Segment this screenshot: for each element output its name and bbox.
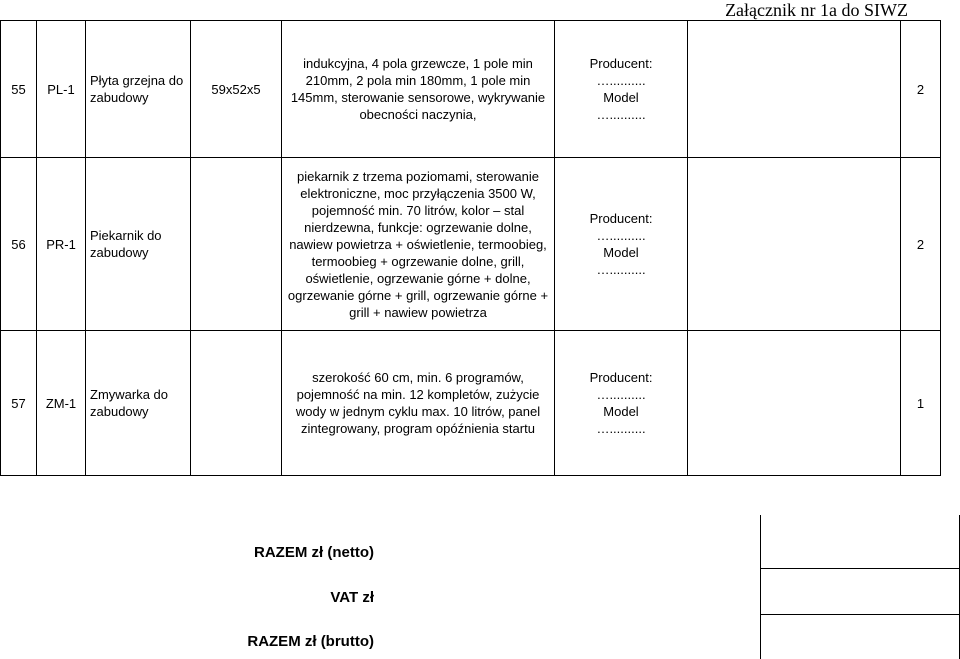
producer-dots: …..........: [596, 73, 646, 88]
total-brutto-label: RAZEM zł (brutto): [247, 633, 374, 650]
producer-label: Producent:: [589, 370, 653, 385]
model-label: Model: [603, 404, 639, 419]
total-netto-value[interactable]: [760, 515, 960, 569]
size-cell: 59x52x5: [191, 21, 282, 158]
vat-label: VAT zł: [330, 589, 374, 606]
producer-label: Producent:: [589, 56, 653, 71]
code-cell: ZM-1: [37, 331, 86, 476]
description-cell: piekarnik z trzema poziomami, sterowanie elektroniczne, moc przyłączenia 3500 W, pojemność min. 70 litrów, kolor – stal nierdzewna, funkcje: ogrzewanie dolne, nawiew powietrza + oświetlenie, termoobieg, termoobieg + ogrzewanie dolne, grill, oświetlenie, ogrzewanie górne + dolne, ogrzewanie górne + grill, ogrzewanie górne + grill + nawiew powietrza: [282, 158, 555, 331]
model-label: Model: [603, 245, 639, 260]
model-dots: …..........: [596, 421, 646, 436]
name-cell: Piekarnik do zabudowy: [86, 158, 191, 331]
code-cell: PR-1: [37, 158, 86, 331]
model-dots: …..........: [596, 262, 646, 277]
lp-cell: 55: [1, 21, 37, 158]
vat-value[interactable]: [760, 569, 960, 615]
producer-label: Producent:: [589, 211, 653, 226]
totals-section: [0, 515, 960, 659]
items-table: [0, 20, 941, 476]
producer-dots: …..........: [596, 387, 646, 402]
size-cell: [191, 331, 282, 476]
lp-cell: 56: [1, 158, 37, 331]
qty-cell: 1: [901, 331, 941, 476]
table-row: [1, 21, 941, 158]
attachment-note: Załącznik nr 1a do SIWZ: [725, 0, 908, 20]
empty-cell: [688, 158, 901, 331]
code-cell: PL-1: [37, 21, 86, 158]
producer-model-cell[interactable]: [555, 331, 688, 476]
total-brutto-value[interactable]: [760, 615, 960, 659]
total-netto-label: RAZEM zł (netto): [254, 544, 374, 561]
table-row: [1, 158, 941, 331]
qty-cell: 2: [901, 158, 941, 331]
lp-cell: 57: [1, 331, 37, 476]
model-dots: …..........: [596, 107, 646, 122]
model-label: Model: [603, 90, 639, 105]
size-cell: [191, 158, 282, 331]
empty-cell: [688, 331, 901, 476]
producer-dots: …..........: [596, 228, 646, 243]
qty-cell: 2: [901, 21, 941, 158]
empty-cell: [688, 21, 901, 158]
producer-model-cell[interactable]: [555, 158, 688, 331]
table-row: [1, 331, 941, 476]
name-cell: Płyta grzejna do zabudowy: [86, 21, 191, 158]
description-cell: szerokość 60 cm, min. 6 programów, pojemność na min. 12 kompletów, zużycie wody w jednym cyklu max. 10 litrów, panel zintegrowany, program opóźnienia startu: [282, 331, 555, 476]
producer-model-cell[interactable]: [555, 21, 688, 158]
description-cell: indukcyjna, 4 pola grzewcze, 1 pole min 210mm, 2 pola min 180mm, 1 pole min 145mm, sterowanie sensorowe, wykrywanie obecności naczynia,: [282, 21, 555, 158]
name-cell: Zmywarka do zabudowy: [86, 331, 191, 476]
